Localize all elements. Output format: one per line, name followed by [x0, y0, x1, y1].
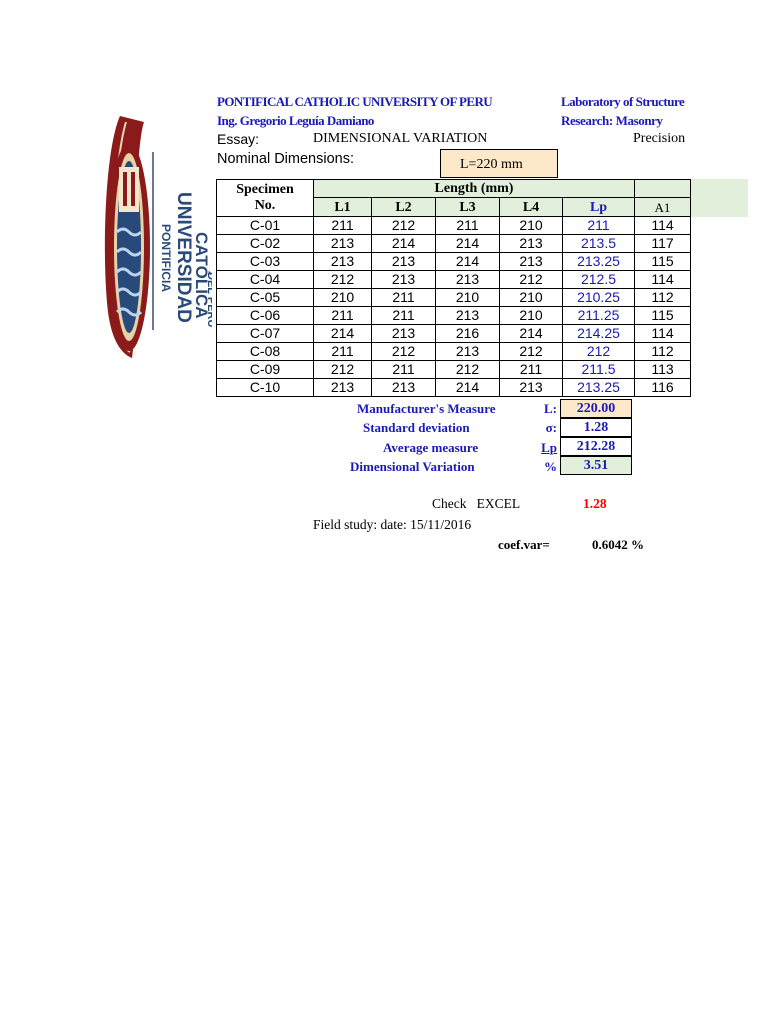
- l4-cell[interactable]: 211: [500, 361, 563, 379]
- nominal-dimensions-label: Nominal Dimensions:: [217, 151, 354, 167]
- a1-cell[interactable]: 115: [635, 307, 691, 325]
- l1-cell[interactable]: 214: [314, 325, 372, 343]
- table-row: [217, 379, 691, 397]
- table-row: [217, 289, 691, 307]
- standard-deviation-label: Standard deviation: [363, 420, 470, 435]
- dimensional-variation-value[interactable]: 3.51: [560, 456, 632, 475]
- a1-cell[interactable]: 115: [635, 253, 691, 271]
- l3-cell[interactable]: 211: [436, 217, 500, 235]
- average-measure-symbol: Lp: [541, 440, 557, 455]
- a1-cell[interactable]: 112: [635, 343, 691, 361]
- a1-cell[interactable]: 117: [635, 235, 691, 253]
- l2-cell[interactable]: 213: [372, 271, 436, 289]
- l2-cell[interactable]: 213: [372, 253, 436, 271]
- dimensional-variation-label: Dimensional Variation: [350, 459, 475, 474]
- check-excel-value: 1.28: [583, 496, 607, 511]
- header-fill: [688, 179, 748, 217]
- length-header: Length (mm): [314, 180, 635, 198]
- svg-text:UNIVERSIDAD: UNIVERSIDAD: [173, 192, 194, 323]
- field-study-date: Field study: date: 15/11/2016: [313, 517, 472, 532]
- a1-cell[interactable]: 113: [635, 361, 691, 379]
- specimen-cell[interactable]: C-03: [217, 253, 314, 271]
- l3-cell[interactable]: 214: [436, 235, 500, 253]
- specimen-cell[interactable]: C-01: [217, 217, 314, 235]
- lp-cell[interactable]: 211.25: [563, 307, 635, 325]
- l3-cell[interactable]: 210: [436, 289, 500, 307]
- specimen-cell[interactable]: C-06: [217, 307, 314, 325]
- l1-cell[interactable]: 212: [314, 271, 372, 289]
- university-seal-logo: [100, 112, 212, 360]
- svg-text:DEL PERÚ: DEL PERÚ: [205, 272, 212, 328]
- column-header-l4: L4: [500, 198, 563, 217]
- l1-cell[interactable]: 213: [314, 379, 372, 397]
- lp-cell[interactable]: 212.5: [563, 271, 635, 289]
- l1-cell[interactable]: 212: [314, 361, 372, 379]
- lp-cell[interactable]: 211: [563, 217, 635, 235]
- l4-cell[interactable]: 213: [500, 235, 563, 253]
- engineer-name: Ing. Gregorio Leguía Damiano: [217, 113, 374, 128]
- l3-cell[interactable]: 212: [436, 361, 500, 379]
- lp-cell[interactable]: 213.25: [563, 253, 635, 271]
- specimen-cell[interactable]: C-09: [217, 361, 314, 379]
- table-row: [217, 343, 691, 361]
- column-header-l1: L1: [314, 198, 372, 217]
- table-row: [217, 253, 691, 271]
- lp-cell[interactable]: 211.5: [563, 361, 635, 379]
- specimen-cell[interactable]: C-07: [217, 325, 314, 343]
- specimen-header: Specimen No.: [217, 180, 314, 217]
- standard-deviation-symbol: σ:: [545, 420, 557, 435]
- lp-cell[interactable]: 212: [563, 343, 635, 361]
- l4-cell[interactable]: 212: [500, 271, 563, 289]
- l3-cell[interactable]: 216: [436, 325, 500, 343]
- research-area: Research: Masonry: [561, 113, 663, 128]
- table-row: [217, 235, 691, 253]
- svg-text:PONTIFICIA: PONTIFICIA: [159, 224, 173, 292]
- a1-cell[interactable]: 114: [635, 271, 691, 289]
- a1-cell[interactable]: 114: [635, 325, 691, 343]
- l3-cell[interactable]: 213: [436, 271, 500, 289]
- table-row: [217, 325, 691, 343]
- table-row: [217, 307, 691, 325]
- specimen-cell[interactable]: C-04: [217, 271, 314, 289]
- essay-label: Essay:: [217, 131, 260, 147]
- l3-cell[interactable]: 213: [436, 307, 500, 325]
- dimensional-variation-symbol: %: [544, 459, 557, 474]
- l3-cell[interactable]: 214: [436, 379, 500, 397]
- university-name: PONTIFICAL CATHOLIC UNIVERSITY OF PERU: [217, 94, 493, 109]
- average-measure-value[interactable]: 212.28: [560, 437, 632, 456]
- lp-cell[interactable]: 213.5: [563, 235, 635, 253]
- l3-cell[interactable]: 214: [436, 253, 500, 271]
- essay-value: DIMENSIONAL VARIATION: [313, 131, 488, 146]
- l1-cell[interactable]: 210: [314, 289, 372, 307]
- average-measure-label: Average measure: [383, 440, 479, 455]
- table-row: [217, 271, 691, 289]
- l4-cell[interactable]: 213: [500, 379, 563, 397]
- column-header-l3: L3: [436, 198, 500, 217]
- l3-cell[interactable]: 213: [436, 343, 500, 361]
- column-header-a1: A1: [635, 198, 691, 217]
- l1-cell[interactable]: 213: [314, 253, 372, 271]
- l2-cell[interactable]: 211: [372, 289, 436, 307]
- table-row: [217, 217, 691, 235]
- manufacturer-measure-value[interactable]: 220.00: [560, 399, 632, 418]
- l1-cell[interactable]: 211: [314, 343, 372, 361]
- specimen-cell[interactable]: C-08: [217, 343, 314, 361]
- coef-var-label: coef.var=: [498, 537, 550, 552]
- l2-cell[interactable]: 212: [372, 217, 436, 235]
- lp-cell[interactable]: 214.25: [563, 325, 635, 343]
- l4-cell[interactable]: 212: [500, 343, 563, 361]
- precision-label: Precision: [633, 131, 686, 146]
- manufacturer-measure-symbol: L:: [544, 401, 557, 416]
- column-header-l2: L2: [372, 198, 436, 217]
- l2-cell[interactable]: 211: [372, 361, 436, 379]
- specimen-cell[interactable]: C-05: [217, 289, 314, 307]
- l2-cell[interactable]: 214: [372, 235, 436, 253]
- a1-cell[interactable]: 114: [635, 217, 691, 235]
- check-excel-label: Check EXCEL: [432, 496, 521, 511]
- l4-cell[interactable]: 213: [500, 253, 563, 271]
- coef-var-value: 0.6042 %: [592, 537, 644, 552]
- empty-header-cell: [635, 180, 691, 198]
- l2-cell[interactable]: 213: [372, 379, 436, 397]
- column-header-lp: Lp: [563, 198, 635, 217]
- lp-cell[interactable]: 213.25: [563, 379, 635, 397]
- laboratory-name: Laboratory of Structure: [561, 94, 685, 109]
- manufacturer-measure-label: Manufacturer's Measure: [357, 401, 496, 416]
- specimen-cell[interactable]: C-10: [217, 379, 314, 397]
- measurements-table: [216, 179, 691, 397]
- l4-cell[interactable]: 210: [500, 217, 563, 235]
- l4-cell[interactable]: 210: [500, 289, 563, 307]
- specimen-cell[interactable]: C-02: [217, 235, 314, 253]
- standard-deviation-value[interactable]: 1.28: [560, 418, 632, 437]
- l1-cell[interactable]: 211: [314, 307, 372, 325]
- l4-cell[interactable]: 210: [500, 307, 563, 325]
- a1-cell[interactable]: 112: [635, 289, 691, 307]
- svg-text:CATÓLICA: CATÓLICA: [192, 232, 211, 319]
- table-row: [217, 361, 691, 379]
- l1-cell[interactable]: 211: [314, 217, 372, 235]
- l2-cell[interactable]: 211: [372, 307, 436, 325]
- l1-cell[interactable]: 213: [314, 235, 372, 253]
- l4-cell[interactable]: 214: [500, 325, 563, 343]
- l2-cell[interactable]: 212: [372, 343, 436, 361]
- nominal-dimensions-value[interactable]: L=220 mm: [440, 149, 558, 178]
- a1-cell[interactable]: 116: [635, 379, 691, 397]
- l2-cell[interactable]: 213: [372, 325, 436, 343]
- lp-cell[interactable]: 210.25: [563, 289, 635, 307]
